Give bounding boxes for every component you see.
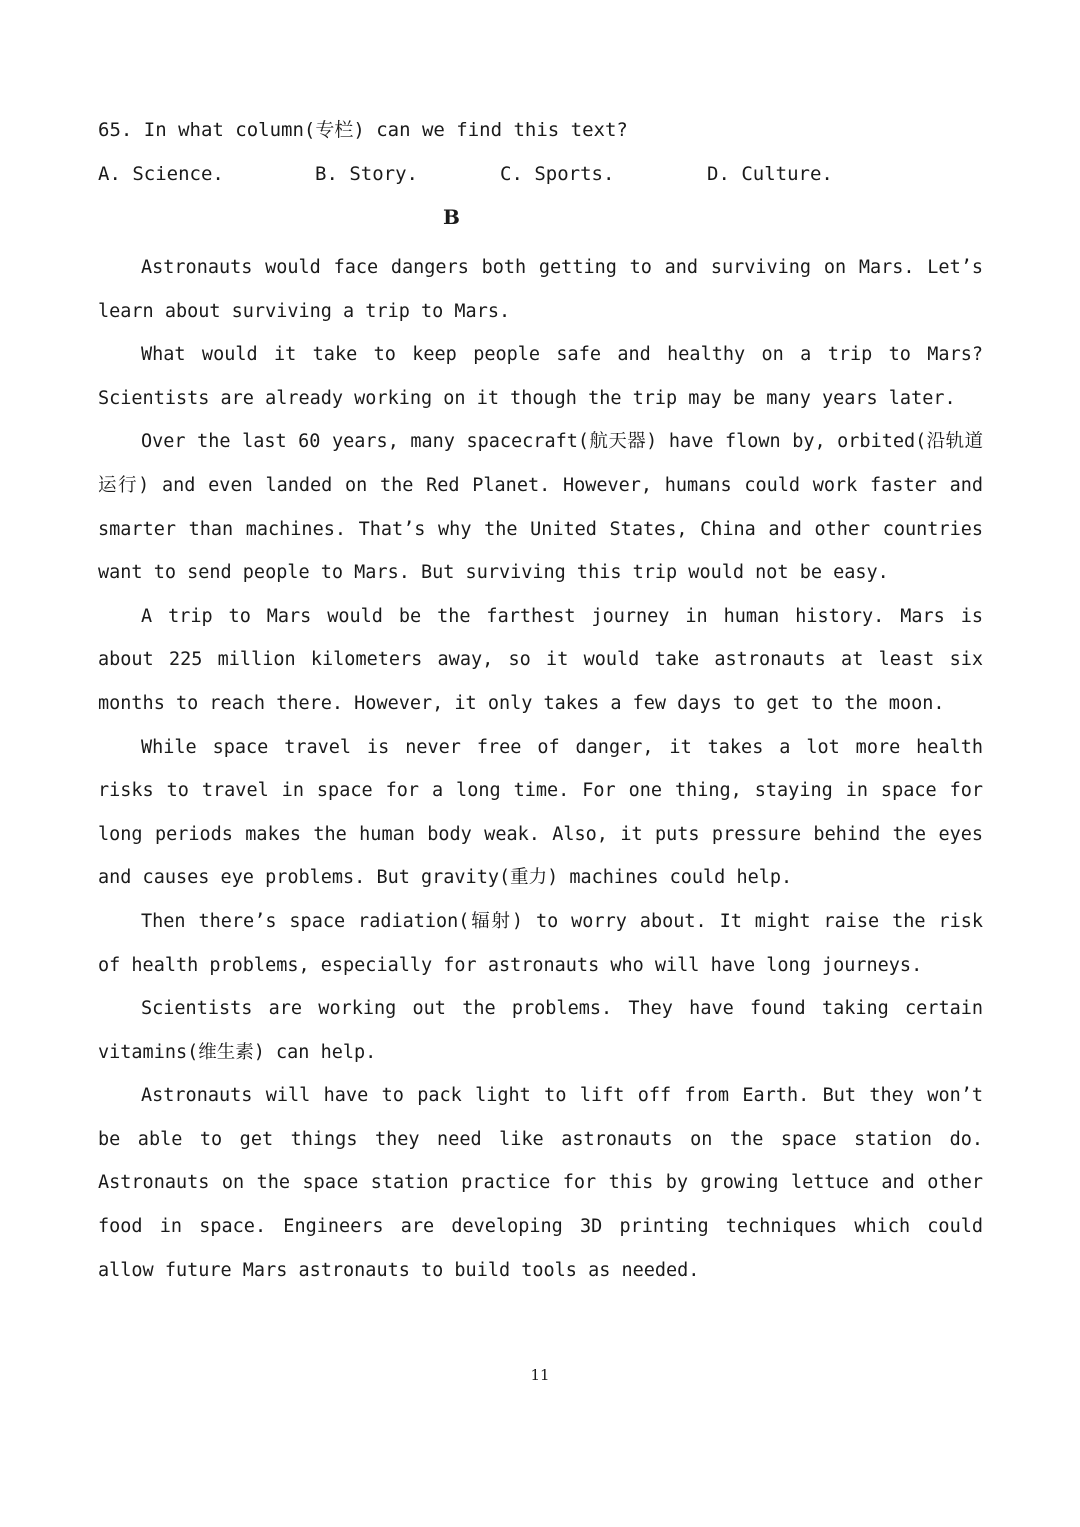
answer-options xyxy=(98,160,998,188)
page-number: 11 xyxy=(530,1366,550,1384)
option-a: A. Science. xyxy=(98,163,224,185)
option-c: C. Sports. xyxy=(500,163,615,185)
paragraph-8: Astronauts will have to pack light to lift off from Earth. But they won’t be able to get things they need like astronauts on the space station do. Astronauts on the space station practice for this by growing lettuce and other food in space. Engineers are developing 3D printing techniques which could allow future Mars astronauts to build tools as needed. xyxy=(98,1085,983,1281)
paragraph-1: Astronauts would face dangers both getting to and surviving on Mars. Let’s learn about surviving a trip to Mars. xyxy=(98,257,983,322)
option-b: B. Story. xyxy=(315,163,418,185)
option-d: D. Culture. xyxy=(707,163,833,185)
question-65: 65. In what column(专栏) can we find this text? xyxy=(98,119,628,141)
paragraph-6: Then there’s space radiation(辐射) to worry about. It might raise the risk of health problems, especially for astronauts who will have long journeys. xyxy=(98,910,983,976)
section-heading: B xyxy=(443,205,460,229)
paragraph-4: A trip to Mars would be the farthest journey in human history. Mars is about 225 million kilometers away, so it would take astronauts at least six months to reach there. However, it only takes a few days to get to the moon. xyxy=(98,605,983,714)
reading-passage xyxy=(98,246,983,1292)
paragraph-5: While space travel is never free of danger, it takes a lot more health risks to travel in space for a long time. For one thing, staying in space for long periods makes the human body weak. Also, it puts pressure behind the eyes and causes eye problems. But gravity(重力) machines could help. xyxy=(98,736,983,889)
paragraph-2: What would it take to keep people safe and healthy on a trip to Mars? Scientists are already working on it though the trip may be many years later. xyxy=(98,344,983,409)
paragraph-7: Scientists are working out the problems. They have found taking certain vitamins(维生素) can help. xyxy=(98,998,983,1063)
paragraph-3: Over the last 60 years, many spacecraft(航天器) have flown by, orbited(沿轨道运行) and even landed on the Red Planet. However, humans could work faster and smarter than machines. That’s why the United States, China and other countries want to send people to Mars. But surviving this trip would not be easy. xyxy=(98,431,983,584)
